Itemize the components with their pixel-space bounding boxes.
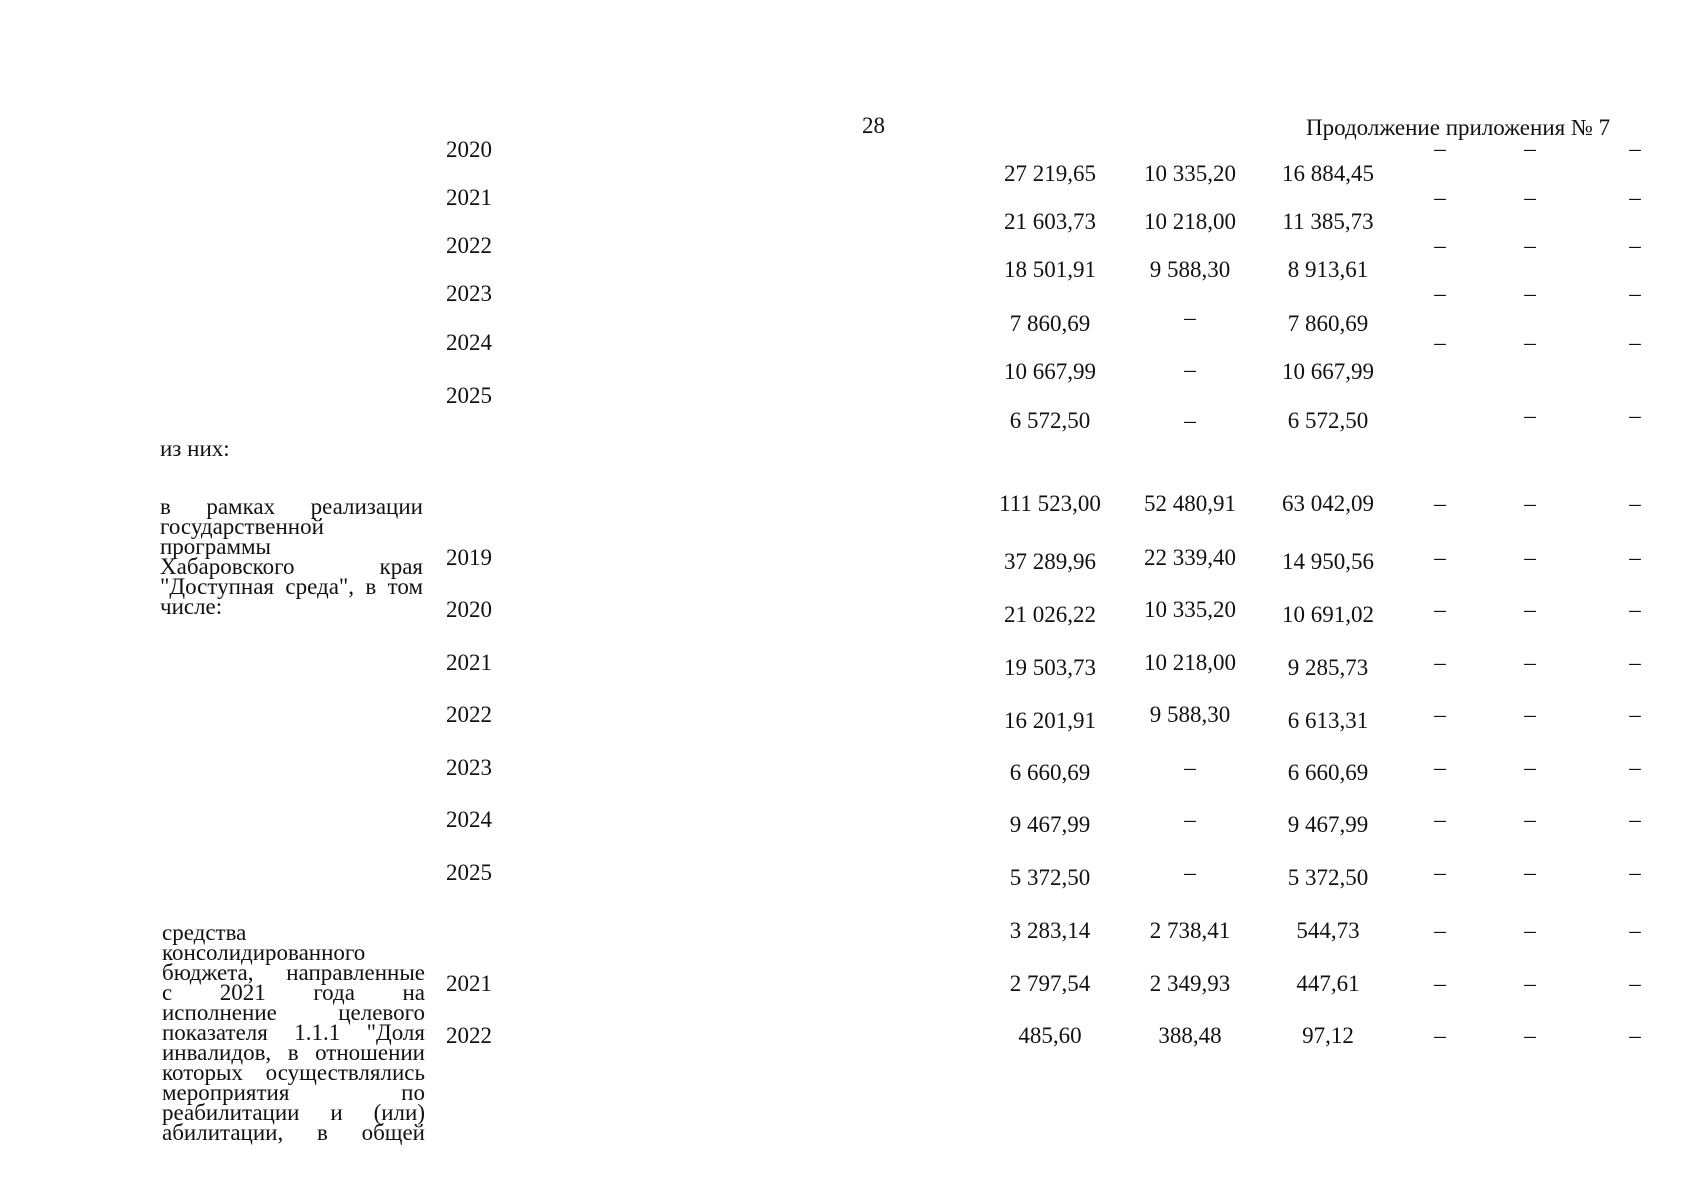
- dash-cell: –: [1629, 918, 1641, 943]
- dash-cell: –: [1524, 136, 1536, 161]
- year-label: 2020: [446, 137, 492, 162]
- year-label: 2020: [446, 597, 492, 622]
- year-label: 2021: [446, 650, 492, 675]
- dash-cell: –: [1434, 545, 1446, 570]
- federal-cell: 9 588,30: [1149, 702, 1231, 727]
- page-number: 28: [862, 113, 885, 138]
- dash-cell: –: [1629, 860, 1641, 885]
- dash-cell: –: [1629, 281, 1641, 306]
- regional-cell: 7 860,69: [1287, 311, 1369, 336]
- federal-cell: –: [1184, 755, 1196, 780]
- federal-cell: 52 480,91: [1144, 491, 1236, 516]
- total-cell: 3 283,14: [1009, 918, 1091, 943]
- regional-cell: 9 285,73: [1287, 655, 1369, 680]
- dash-cell: –: [1434, 1023, 1446, 1048]
- regional-cell: 11 385,73: [1282, 209, 1374, 234]
- regional-cell: 447,61: [1296, 971, 1360, 996]
- dash-cell: –: [1629, 491, 1641, 516]
- program-description: [160, 494, 423, 619]
- regional-cell: 8 913,61: [1287, 257, 1369, 282]
- regional-cell: 6 613,31: [1287, 708, 1369, 733]
- federal-cell: 10 218,00: [1144, 209, 1236, 234]
- desc-line: Хабаровского края: [160, 554, 423, 579]
- dash-cell: –: [1524, 755, 1536, 780]
- total-cell: 485,60: [1018, 1023, 1082, 1048]
- appendix-continuation-note: Продолжение приложения № 7: [1306, 115, 1611, 140]
- federal-cell: 10 335,20: [1144, 161, 1236, 186]
- dash-cell: –: [1524, 545, 1536, 570]
- dash-cell: –: [1524, 702, 1536, 727]
- desc-line: инвалидов, в отношении: [162, 1040, 425, 1065]
- regional-cell: 6 572,50: [1287, 408, 1369, 433]
- regional-cell: 544,73: [1296, 918, 1360, 943]
- desc-line: бюджета, направленные: [162, 960, 425, 985]
- regional-cell: 14 950,56: [1282, 549, 1374, 574]
- year-label: 2022: [446, 702, 492, 727]
- total-cell: 16 201,91: [1004, 708, 1096, 733]
- desc-line: абилитации, в общей: [162, 1120, 425, 1145]
- dash-cell: –: [1629, 403, 1641, 428]
- desc-line: исполнение целевого: [162, 1000, 425, 1025]
- desc-line: которых осуществлялись: [162, 1060, 425, 1085]
- dash-cell: –: [1629, 185, 1641, 210]
- regional-cell: 97,12: [1302, 1023, 1354, 1048]
- dash-cell: –: [1434, 330, 1446, 355]
- dash-cell: –: [1629, 755, 1641, 780]
- dash-cell: –: [1434, 860, 1446, 885]
- federal-cell: –: [1184, 860, 1196, 885]
- desc-line: показателя 1.1.1 "Доля: [162, 1020, 425, 1045]
- dash-cell: –: [1524, 807, 1536, 832]
- dash-cell: –: [1629, 136, 1641, 161]
- total-cell: 2 797,54: [1009, 971, 1091, 996]
- total-cell: 37 289,96: [1004, 549, 1096, 574]
- dash-cell: –: [1524, 597, 1536, 622]
- dash-cell: –: [1629, 971, 1641, 996]
- regional-cell: 10 667,99: [1282, 359, 1374, 384]
- total-cell: 21 026,22: [1004, 602, 1096, 627]
- dash-cell: –: [1434, 971, 1446, 996]
- dash-cell: –: [1524, 918, 1536, 943]
- federal-cell: –: [1184, 408, 1196, 433]
- desc-line: числе:: [160, 594, 223, 619]
- dash-cell: –: [1434, 650, 1446, 675]
- federal-cell: 10 218,00: [1144, 650, 1236, 675]
- regional-cell: 5 372,50: [1287, 865, 1369, 890]
- federal-cell: 10 335,20: [1144, 597, 1236, 622]
- federal-cell: 388,48: [1158, 1023, 1222, 1048]
- dash-cell: –: [1629, 233, 1641, 258]
- year-label: 2025: [446, 383, 492, 408]
- desc-line: "Доступная среда", в том: [160, 574, 423, 599]
- regional-cell: 16 884,45: [1282, 161, 1374, 186]
- year-label: 2019: [446, 545, 492, 570]
- regional-cell: 63 042,09: [1282, 491, 1374, 516]
- year-label: 2022: [446, 1023, 492, 1048]
- total-cell: 6 660,69: [1009, 760, 1091, 785]
- dash-cell: –: [1524, 860, 1536, 885]
- desc-line: с 2021 года на: [162, 980, 425, 1005]
- dash-cell: –: [1629, 807, 1641, 832]
- year-label: 2023: [446, 755, 492, 780]
- total-cell: 6 572,50: [1009, 408, 1091, 433]
- dash-cell: –: [1434, 597, 1446, 622]
- federal-cell: 2 738,41: [1149, 918, 1231, 943]
- dash-cell: –: [1434, 233, 1446, 258]
- dash-cell: –: [1434, 491, 1446, 516]
- of-them-label: из них:: [160, 436, 230, 461]
- regional-cell: 9 467,99: [1287, 812, 1369, 837]
- dash-cell: –: [1629, 545, 1641, 570]
- dash-cell: –: [1434, 918, 1446, 943]
- federal-cell: 2 349,93: [1149, 971, 1231, 996]
- year-label: 2023: [446, 281, 492, 306]
- desc-line: государственной: [160, 514, 324, 539]
- dash-cell: –: [1524, 233, 1536, 258]
- year-label: 2022: [446, 233, 492, 258]
- dash-cell: –: [1524, 403, 1536, 428]
- dash-cell: –: [1629, 330, 1641, 355]
- total-cell: 5 372,50: [1009, 865, 1091, 890]
- regional-cell: 10 691,02: [1282, 602, 1374, 627]
- total-cell: 18 501,91: [1004, 257, 1096, 282]
- desc-line: реабилитации и (или): [162, 1100, 425, 1125]
- desc-line: программы: [160, 534, 272, 559]
- federal-cell: –: [1184, 305, 1196, 330]
- dash-cell: –: [1524, 185, 1536, 210]
- desc-line: средства: [162, 920, 247, 945]
- total-cell: 7 860,69: [1009, 311, 1091, 336]
- federal-cell: –: [1184, 807, 1196, 832]
- dash-cell: –: [1524, 650, 1536, 675]
- dash-cell: –: [1524, 281, 1536, 306]
- total-cell: 21 603,73: [1004, 209, 1096, 234]
- dash-cell: –: [1434, 281, 1446, 306]
- dash-cell: –: [1434, 136, 1446, 161]
- regional-cell: 6 660,69: [1287, 760, 1369, 785]
- year-label: 2024: [446, 807, 492, 832]
- dash-cell: –: [1434, 185, 1446, 210]
- year-label: 2021: [446, 185, 492, 210]
- year-label: 2021: [446, 971, 492, 996]
- total-cell: 10 667,99: [1004, 359, 1096, 384]
- dash-cell: –: [1524, 1023, 1536, 1048]
- total-cell: 19 503,73: [1004, 655, 1096, 680]
- dash-cell: –: [1524, 491, 1536, 516]
- dash-cell: –: [1524, 330, 1536, 355]
- dash-cell: –: [1629, 702, 1641, 727]
- year-label: 2025: [446, 860, 492, 885]
- dash-cell: –: [1434, 702, 1446, 727]
- federal-cell: 9 588,30: [1149, 257, 1231, 282]
- desc-line: консолидированного: [162, 940, 366, 965]
- federal-cell: 22 339,40: [1144, 545, 1236, 570]
- dash-cell: –: [1629, 650, 1641, 675]
- desc-line: в рамках реализации: [160, 494, 423, 519]
- consolidated-description: [162, 920, 425, 1145]
- total-cell: 27 219,65: [1004, 161, 1096, 186]
- dash-cell: –: [1434, 807, 1446, 832]
- dash-cell: –: [1524, 971, 1536, 996]
- dash-cell: –: [1629, 1023, 1641, 1048]
- desc-line: мероприятия по: [162, 1080, 425, 1105]
- year-label: 2024: [446, 330, 492, 355]
- dash-cell: –: [1434, 755, 1446, 780]
- total-cell: 111 523,00: [999, 491, 1101, 516]
- federal-cell: –: [1184, 357, 1196, 382]
- dash-cell: –: [1629, 597, 1641, 622]
- total-cell: 9 467,99: [1009, 812, 1091, 837]
